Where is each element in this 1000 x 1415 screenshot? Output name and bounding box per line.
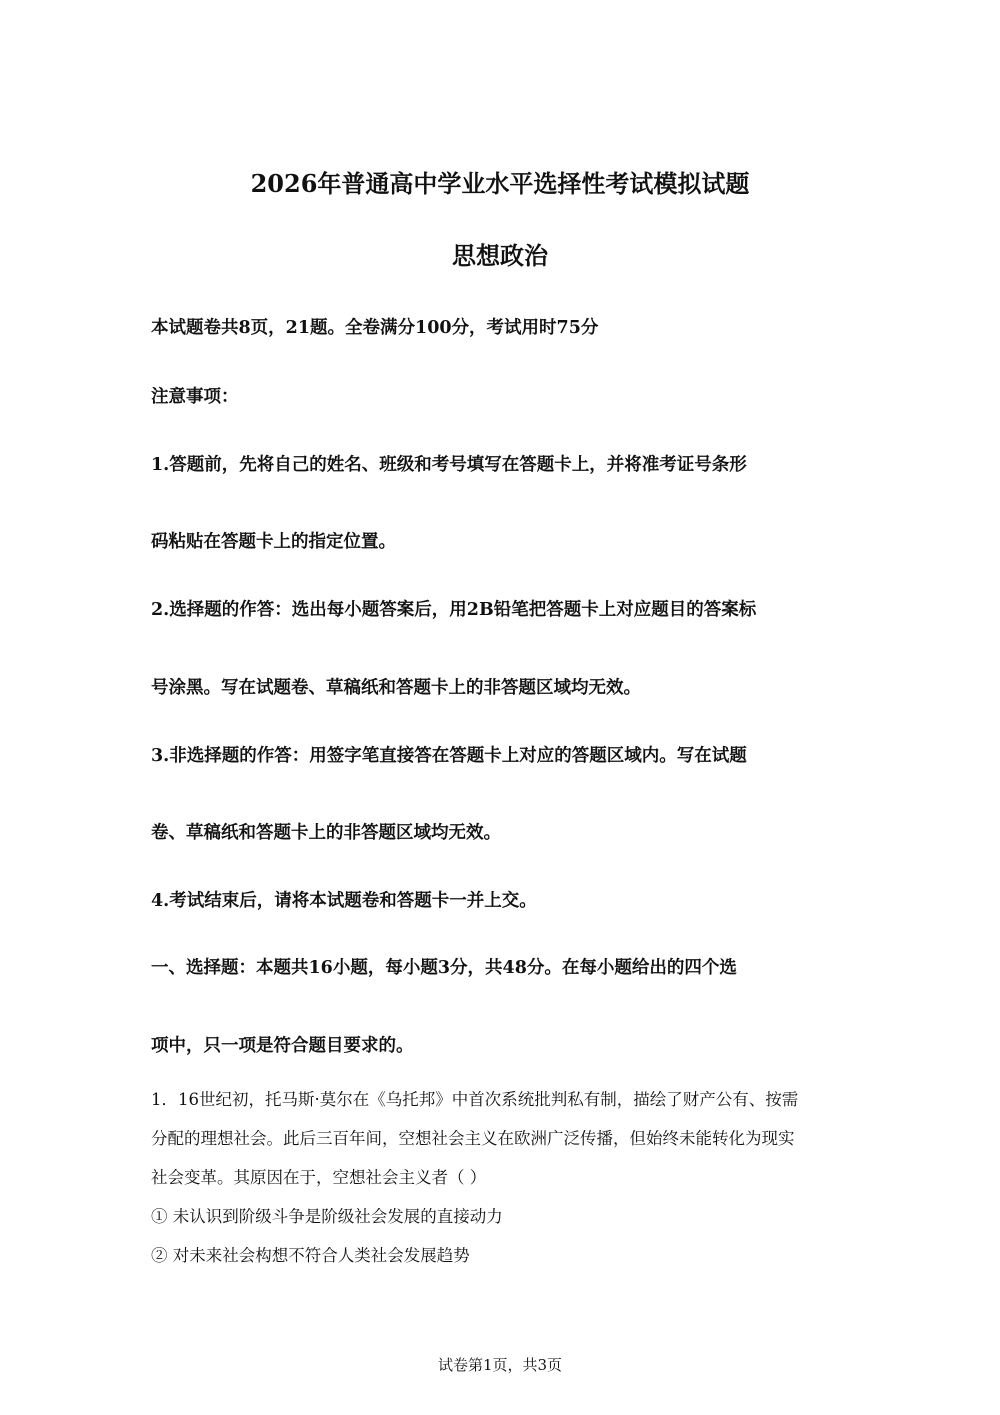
notice-line-2: 2.选择题的作答：选出每小题答案后，用2B铅笔把答题卡上对应题目的答案标	[151, 600, 757, 620]
question-1-option-1: ① 未认识到阶级斗争是阶级社会发展的直接动力	[151, 1207, 503, 1226]
subject-title: 思想政治	[452, 241, 548, 270]
question-1-stem-line-2: 分配的理想社会。此后三百年间，空想社会主义在欧洲广泛传播，但始终未能转化为现实	[151, 1129, 795, 1148]
question-1-stem-line-3: 社会变革。其原因在于，空想社会主义者（ ）	[151, 1168, 487, 1187]
question-1-stem-line-1: 1．16世纪初，托马斯·莫尔在《乌托邦》中首次系统批判私有制，描绘了财产公有、按需	[151, 1090, 799, 1109]
notice-line-1: 1.答题前，先将自己的姓名、班级和考号填写在答题卡上，并将准考证号条形	[151, 455, 747, 475]
exam-title: 2026年普通高中学业水平选择性考试模拟试题	[250, 169, 750, 198]
notice-line-2-cont: 号涂黑。写在试题卷、草稿纸和答题卡上的非答题区域均无效。	[151, 678, 641, 698]
section-one-heading: 一、选择题：本题共16小题，每小题3分，共48分。在每小题给出的四个选	[151, 958, 737, 978]
page-footer: 试卷第1页，共3页	[437, 1356, 563, 1374]
question-1-option-2: ② 对未来社会构想不符合人类社会发展趋势	[151, 1246, 470, 1265]
notice-line-4: 4.考试结束后，请将本试题卷和答题卡一并上交。	[151, 891, 537, 911]
exam-info: 本试题卷共8页，21题。全卷满分100分，考试用时75分	[151, 318, 599, 338]
notice-heading: 注意事项：	[151, 387, 239, 407]
section-one-heading-cont: 项中，只一项是符合题目要求的。	[151, 1036, 414, 1056]
notice-line-1-cont: 码粘贴在答题卡上的指定位置。	[151, 532, 396, 552]
notice-line-3-cont: 卷、草稿纸和答题卡上的非答题区域均无效。	[151, 823, 501, 843]
notice-line-3: 3.非选择题的作答：用签字笔直接答在答题卡上对应的答题区域内。写在试题	[151, 746, 747, 766]
